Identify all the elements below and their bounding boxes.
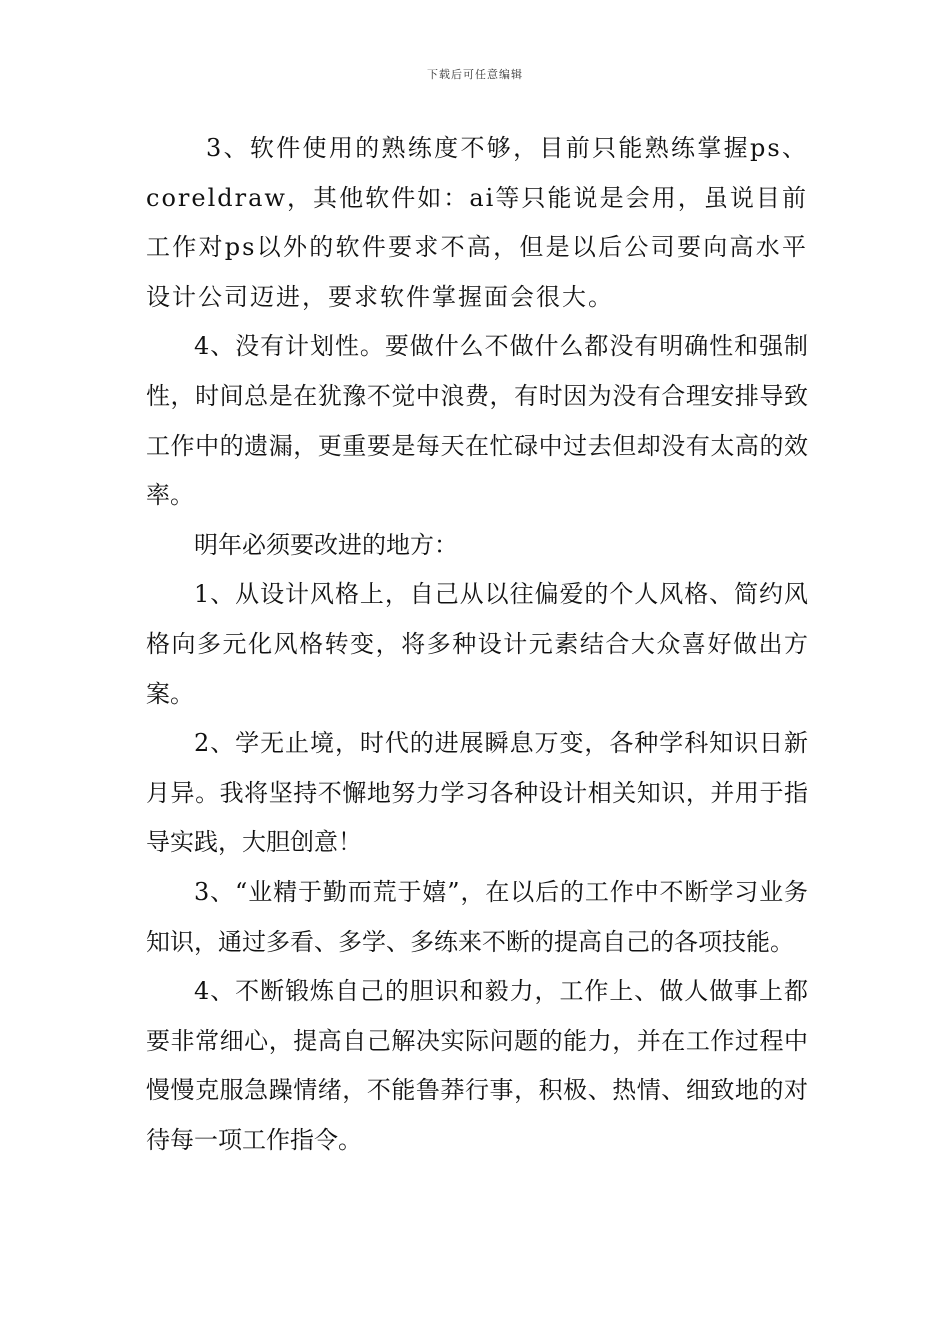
paragraph-improvement-learning: 2、学无止境，时代的进展瞬息万变，各种学科知识日新月异。我将坚持不懈地努力学习各种设计相关知识，并用于指导实践，大胆创意！ [146, 729, 808, 857]
paragraph-improvement-diligence: 3、“业精于勤而荒于嬉”，在以后的工作中不断学习业务知识，通过多看、多学、多练来不断的提高自己的各项技能。 [146, 877, 808, 956]
paragraph-planning: 4、没有计划性。要做什么不做什么都没有明确性和强制性，时间总是在犹豫不觉中浪费，有时因为没有合理安排导致工作中的遗漏，更重要是每天在忙碌中过去但却没有太高的效率。 [146, 332, 808, 510]
paragraph-improvements-heading: 明年必须要改进的地方： [194, 530, 458, 559]
paragraph-improvement-style: 1、从设计风格上，自己从以往偏爱的个人风格、简约风格向多元化风格转变，将多种设计元素结合大众喜好做出方案。 [146, 580, 808, 708]
document-body [146, 124, 808, 1165]
paragraph-improvement-character: 4、不断锻炼自己的胆识和毅力，工作上、做人做事上都要非常细心，提高自己解决实际问题的能力，并在工作过程中慢慢克服急躁情绪，不能鲁莽行事，积极、热情、细致地的对待每一项工作指令。 [146, 977, 808, 1154]
paragraph-software-skills: 3、软件使用的熟练度不够，目前只能熟练掌握ps、coreldraw，其他软件如：ai等只能说是会用，虽说目前工作对ps以外的软件要求不高，但是以后公司要向高水平设计公司迈进，要求软件掌握面会很大。 [146, 134, 808, 311]
page-header-note: 下载后可任意编辑 [427, 68, 523, 81]
